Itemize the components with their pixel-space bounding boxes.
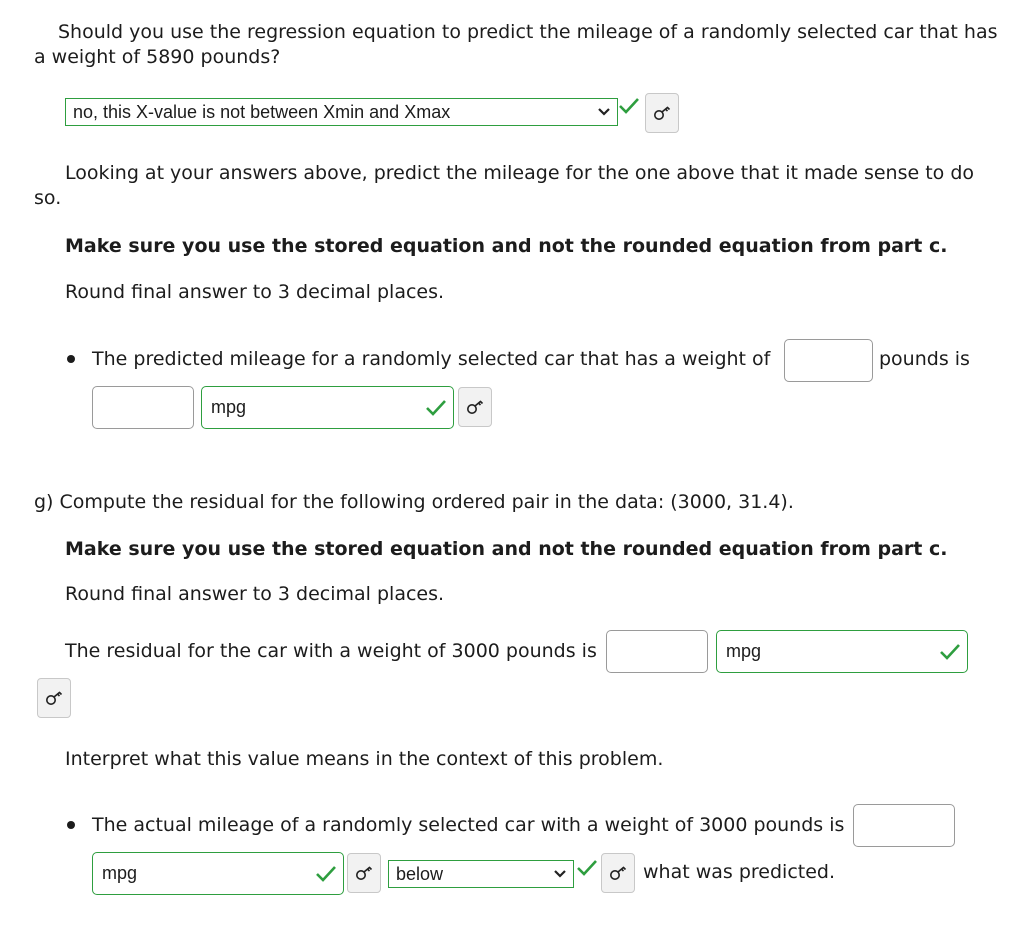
chevron-down-icon xyxy=(597,107,611,117)
direction-select-value: below xyxy=(396,863,444,884)
pounds-is-text: pounds is xyxy=(879,348,970,370)
key-icon xyxy=(45,690,63,706)
predicted-mileage-text: The predicted mileage for a randomly selected car that has a weight of xyxy=(92,348,771,370)
key-button[interactable] xyxy=(37,678,71,718)
what-was-predicted-text: what was predicted. xyxy=(643,861,836,883)
key-button[interactable] xyxy=(347,853,381,893)
key-button[interactable] xyxy=(458,387,492,427)
bullet xyxy=(67,821,75,829)
interpret-text: Interpret what this value means in the context of this problem. xyxy=(65,748,664,770)
unit-select-value: mpg xyxy=(211,397,247,417)
chevron-down-icon xyxy=(553,869,567,879)
check-icon xyxy=(939,643,961,661)
key-button[interactable] xyxy=(601,853,635,893)
residual-input[interactable] xyxy=(606,630,708,673)
unit-select[interactable] xyxy=(92,852,344,895)
round-note: Round final answer to 3 decimal places. xyxy=(65,583,445,605)
question-g-prompt: g) Compute the residual for the following ordered pair in the data: (3000, 31.4). xyxy=(34,491,794,513)
predicted-mileage-input[interactable] xyxy=(92,386,194,429)
check-icon xyxy=(618,97,640,115)
bullet xyxy=(67,355,75,363)
residual-text: The residual for the car with a weight of 3000 pounds is xyxy=(65,640,597,662)
use-equation-select-value: no, this X-value is not between Xmin and Xmax xyxy=(73,101,451,122)
question-prompt-line2: a weight of 5890 pounds? xyxy=(34,46,281,68)
unit-select-value: mpg xyxy=(102,863,138,883)
key-icon xyxy=(609,865,627,881)
check-icon xyxy=(315,865,337,883)
actual-mileage-text: The actual mileage of a randomly selected car with a weight of 3000 pounds is xyxy=(92,814,845,836)
unit-select-value: mpg xyxy=(726,641,762,661)
key-icon xyxy=(653,105,671,121)
unit-select[interactable] xyxy=(201,386,454,429)
stored-equation-note: Make sure you use the stored equation and not the rounded equation from part c. xyxy=(65,538,948,560)
actual-mileage-input[interactable] xyxy=(853,804,955,847)
check-icon xyxy=(425,399,447,417)
weight-input[interactable] xyxy=(784,339,873,382)
key-icon xyxy=(466,399,484,415)
question-prompt-line1: Should you use the regression equation to predict the mileage of a randomly selected car that has xyxy=(58,21,998,43)
unit-select[interactable] xyxy=(716,630,968,673)
round-note: Round final answer to 3 decimal places. xyxy=(65,281,445,303)
predict-intro-line2: so. xyxy=(34,187,62,209)
key-icon xyxy=(355,865,373,881)
use-equation-select[interactable] xyxy=(65,98,618,126)
direction-select[interactable] xyxy=(388,860,574,888)
check-icon xyxy=(576,859,598,877)
key-button[interactable] xyxy=(645,93,679,133)
stored-equation-note: Make sure you use the stored equation and not the rounded equation from part c. xyxy=(65,235,948,257)
predict-intro-line1: Looking at your answers above, predict the mileage for the one above that it made sense to do xyxy=(65,162,975,184)
